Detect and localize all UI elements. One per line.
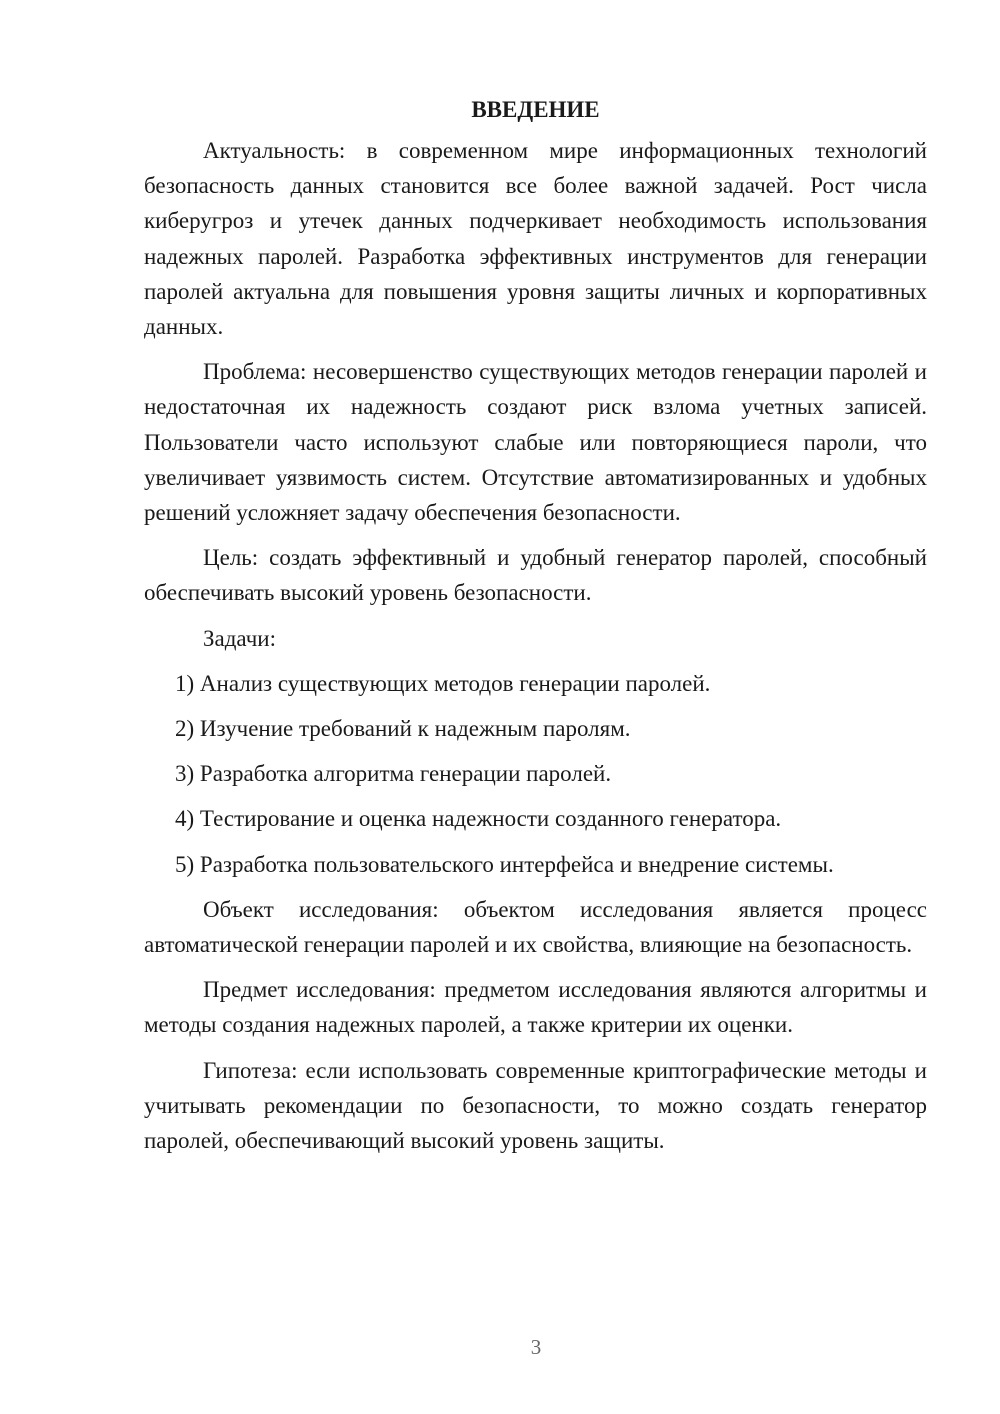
paragraph-relevance: Актуальность: в современном мире информационных технологий безопасность данных становится все более важной задачей. Рост числа киберугроз и утечек данных подчеркивает необходимость использования надежных паролей. Разработка эффективных инструментов для генерации паролей актуальна для повышения уровня защиты личных и корпоративных данных. — [144, 138, 927, 340]
page-title: ВВЕДЕНИЕ — [471, 97, 600, 122]
task-item-3: 3) Разработка алгоритма генерации паролей. — [175, 761, 612, 787]
page-content — [144, 95, 927, 1168]
page-number: 3 — [530, 1335, 542, 1359]
task-item-2: 2) Изучение требований к надежным паролям. — [175, 716, 631, 742]
paragraph-hypothesis: Гипотеза: если использовать современные криптографические методы и учитывать рекомендации по безопасности, то можно создать генератор паролей, обеспечивающий высокий уровень защиты. — [144, 1057, 927, 1154]
task-item-1: 1) Анализ существующих методов генерации паролей. — [175, 670, 711, 696]
task-item-4: 4) Тестирование и оценка надежности созданного генератора. — [175, 806, 782, 832]
paragraph-problem: Проблема: несовершенство существующих методов генерации паролей и недостаточная их надежность создают риск взлома учетных записей. Пользователи часто используют слабые или повторяющиеся пароли, что увеличивает уязвимость систем. Отсутствие автоматизированных и удобных решений усложняет задачу обеспечения безопасности. — [144, 359, 927, 526]
tasks-list — [144, 666, 927, 882]
tasks-label: Задачи: — [203, 625, 276, 651]
paragraph-goal: Цель: создать эффективный и удобный генератор паролей, способный обеспечивать высокий уровень безопасности. — [144, 545, 927, 606]
paragraph-subject: Предмет исследования: предметом исследования являются алгоритмы и методы создания надежных паролей, а также критерии их оценки. — [144, 977, 927, 1038]
task-item-5: 5) Разработка пользовательского интерфейса и внедрение системы. — [175, 851, 834, 877]
paragraph-object: Объект исследования: объектом исследования является процесс автоматической генерации паролей и их свойства, влияющие на безопасность. — [144, 896, 927, 958]
